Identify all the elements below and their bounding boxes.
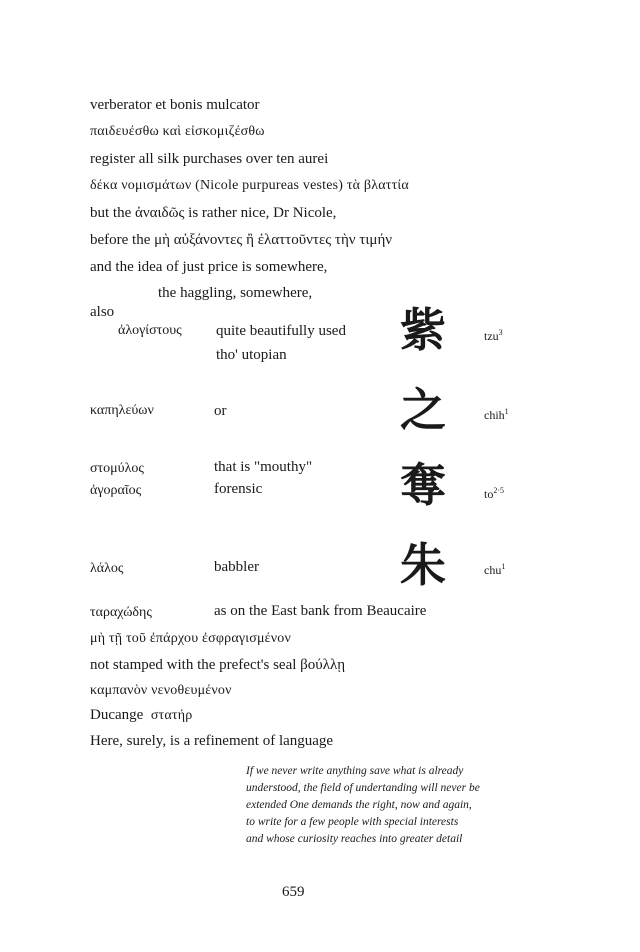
- greek-term: λάλος: [90, 561, 124, 576]
- greek-term: ἀγοραῖος: [90, 483, 142, 498]
- text-line: also: [90, 304, 115, 320]
- note-line: to write for a few people with special interests: [246, 816, 459, 828]
- text-line: Ducange στατήρ: [90, 707, 193, 723]
- greek-term: ἀλογίστους: [118, 323, 182, 338]
- text-line: register all silk purchases over ten aurei: [90, 151, 329, 167]
- english-gloss: tho' utopian: [216, 347, 287, 363]
- chinese-character: 紫: [400, 303, 446, 357]
- text-line: but the ἀναιδῶς is rather nice, Dr Nicole,: [90, 205, 337, 221]
- note-line: and whose curiosity reaches into greater detail: [246, 833, 463, 845]
- romanization: chu$^1$: [484, 562, 506, 577]
- english-gloss: forensic: [214, 481, 263, 497]
- note-line: understood, the field of undertanding will never be: [246, 782, 480, 794]
- note-line: extended One demands the right, now and again,: [246, 799, 472, 811]
- text-line: verberator et bonis mulcator: [90, 97, 260, 113]
- text-line: not stamped with the prefect's seal βούλλῃ: [90, 657, 346, 673]
- english-gloss: babbler: [214, 559, 259, 575]
- greek-term: στομύλος: [90, 461, 144, 476]
- greek-line: παιδευέσθω καὶ εἰσκομιζέσθω: [90, 124, 265, 139]
- romanization: tzu$^3$: [484, 328, 503, 343]
- page-number: 659: [282, 884, 305, 900]
- text-line: Here, surely, is a refinement of language: [90, 733, 334, 749]
- greek-line: μὴ τῇ τοῦ ἐπάρχου ἐσφραγισμένον: [90, 631, 292, 646]
- italic-note: [246, 763, 536, 848]
- text-line: and the idea of just price is somewhere,: [90, 259, 328, 275]
- text-line-indented: the haggling, somewhere,: [158, 285, 313, 301]
- chinese-character: 之: [400, 383, 446, 437]
- greek-term: ταραχώδης: [90, 605, 152, 620]
- text-line: before the μὴ αὐξάνοντες ἢ ἐλαττοῦντες τὴν τιμήν: [90, 232, 393, 248]
- romanization: chih$^1$: [484, 407, 509, 422]
- greek-line: δέκα νομισμάτων (Nicole purpureas vestes) τὰ βλαττία: [90, 178, 409, 193]
- english-gloss: that is "mouthy": [214, 459, 313, 475]
- greek-line: καμπανὸν νενοθευμένον: [90, 683, 232, 698]
- english-gloss: quite beautifully used: [216, 323, 346, 339]
- note-line: If we never write anything save what is already: [246, 765, 464, 777]
- english-gloss: as on the East bank from Beaucaire: [214, 603, 427, 619]
- english-gloss: or: [214, 403, 227, 419]
- chinese-character: 朱: [400, 538, 446, 592]
- romanization: $to^{2\cdot 5}$: [484, 486, 505, 501]
- chinese-character: 奪: [400, 458, 446, 512]
- greek-term: καπηλεύων: [90, 403, 154, 418]
